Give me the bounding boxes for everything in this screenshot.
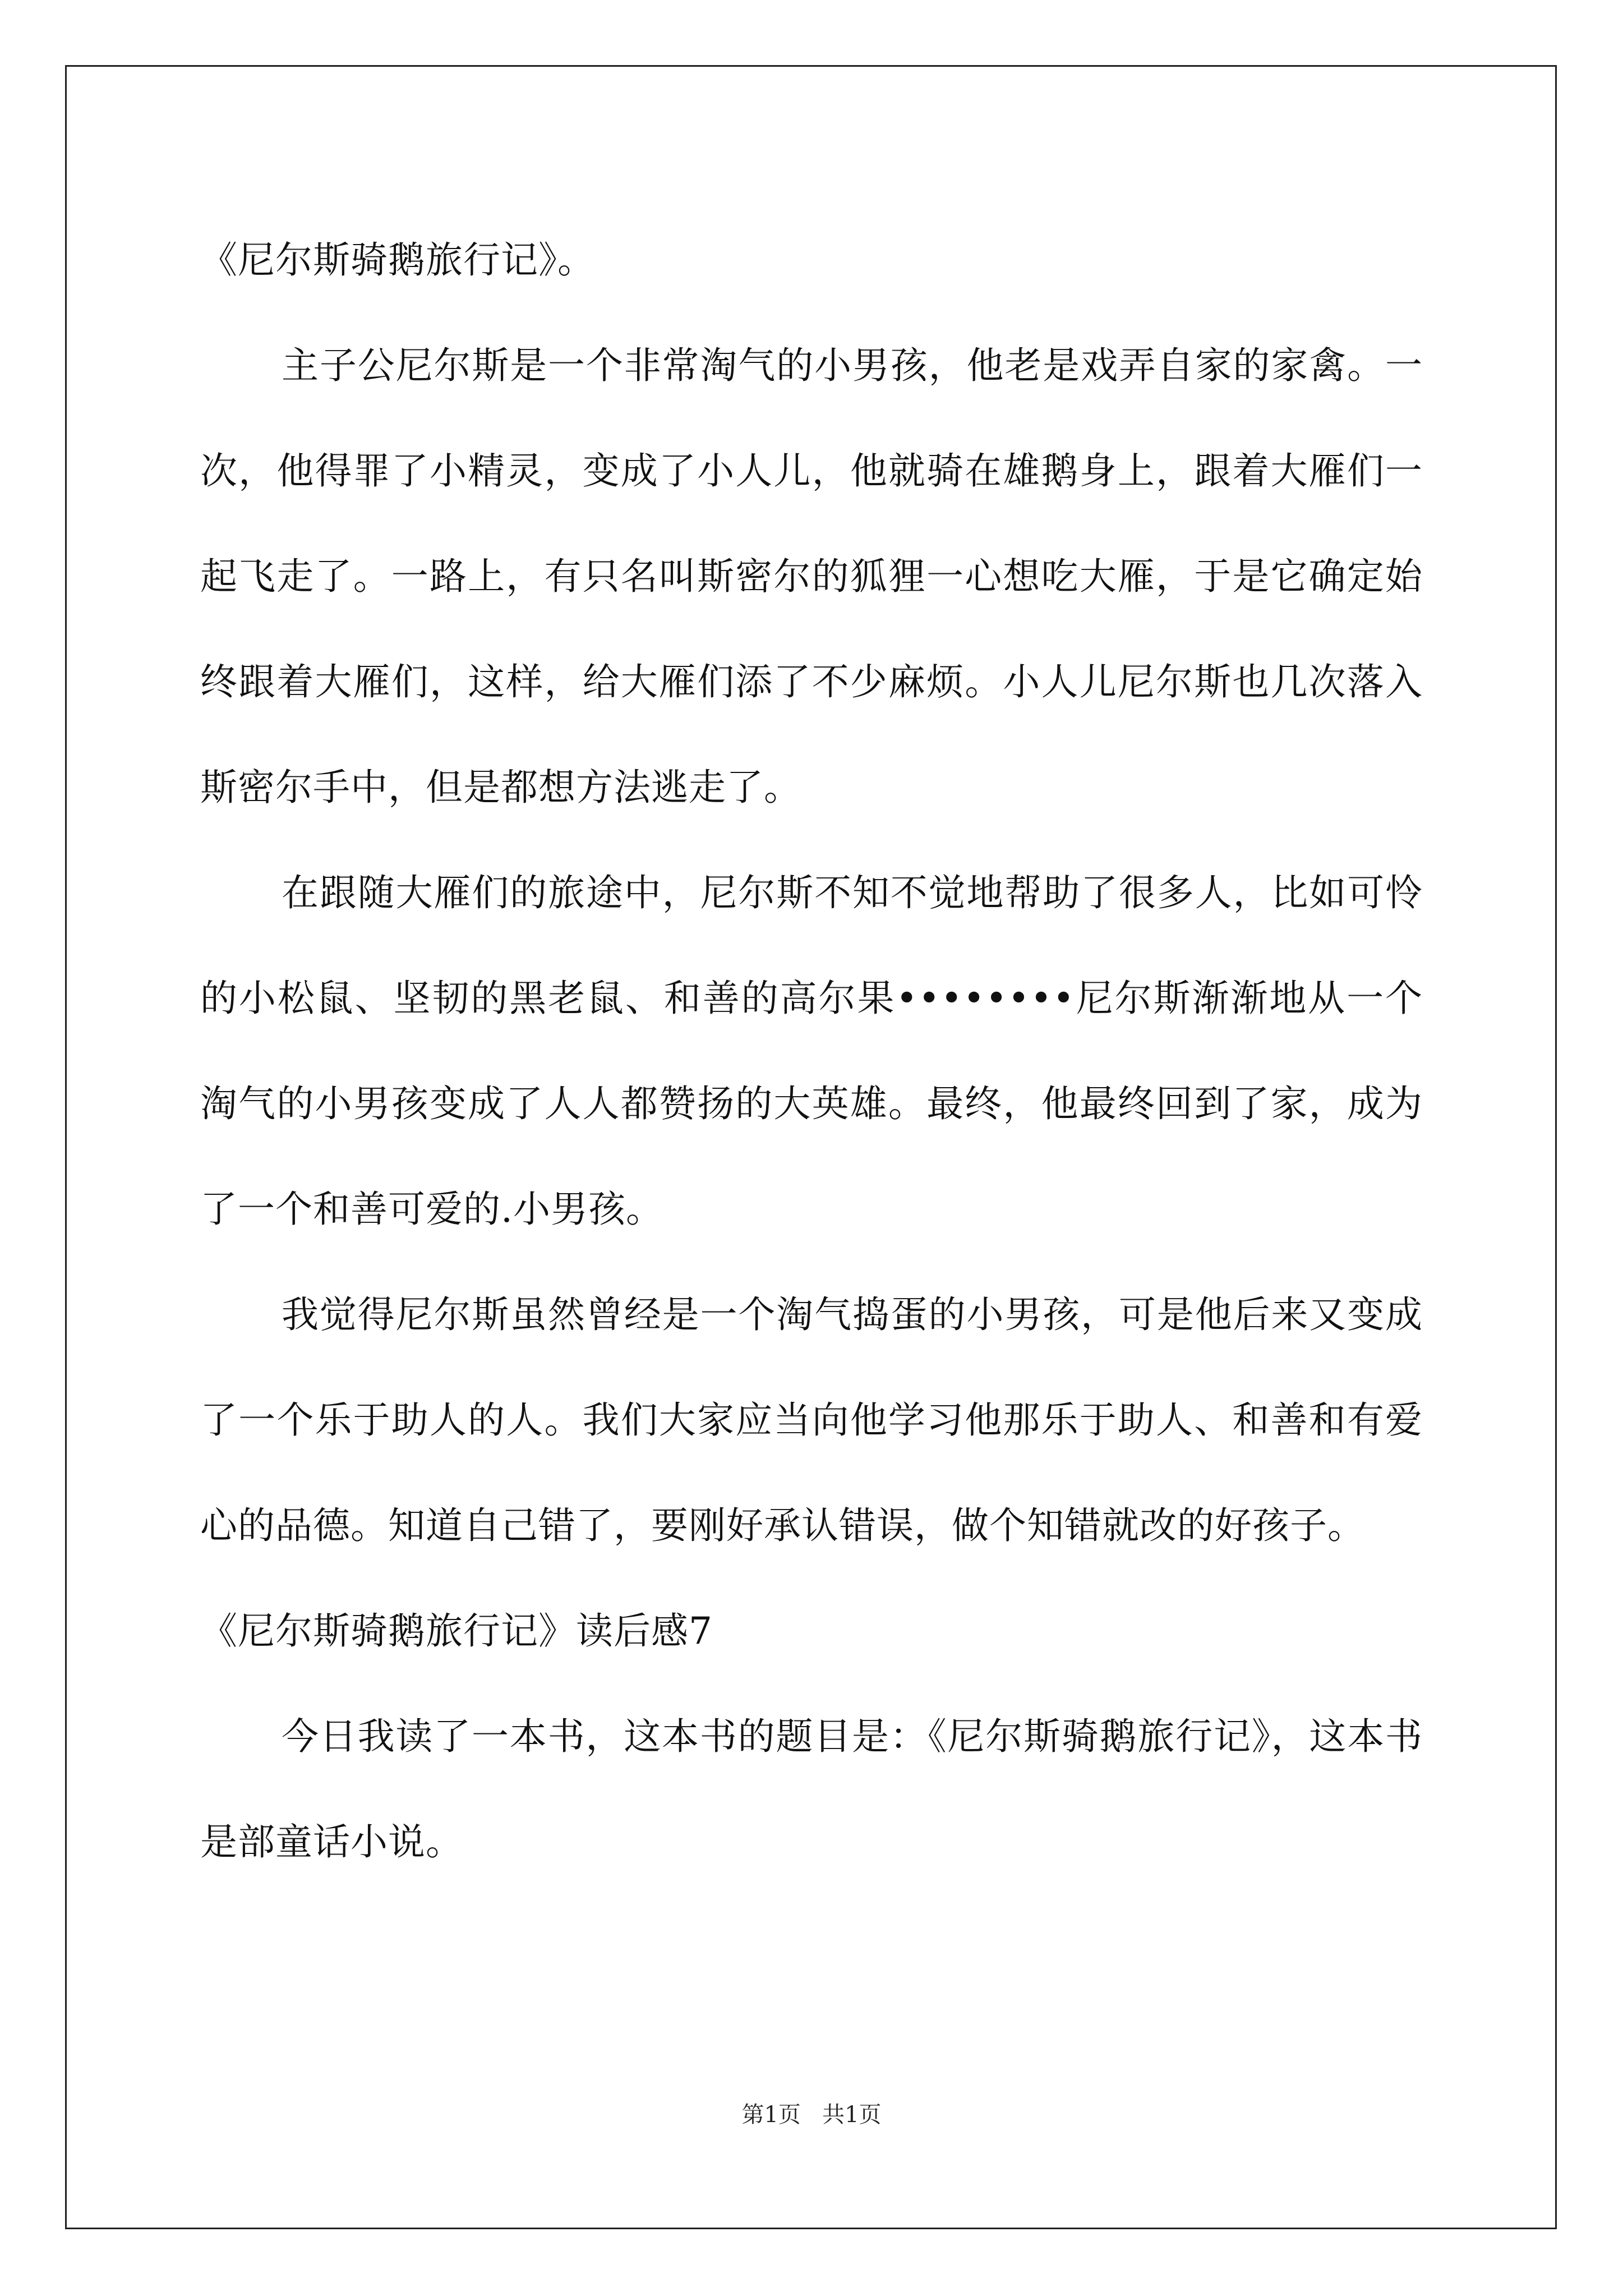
paragraph: 我觉得尼尔斯虽然曾经是一个淘气捣蛋的小男孩，可是他后来又变成了一个乐于助人的人。我们大家应当向他学习他那乐于助人、和善和有爱心的品德。知道自己错了，要刚好承认错误，做个知错就改的好孩子。 (200, 1293, 1423, 1547)
paragraph: 《尼尔斯骑鹅旅行记》。 (200, 238, 595, 282)
paragraph: 在跟随大雁们的旅途中，尼尔斯不知不觉地帮助了很多人，比如可怜的小松鼠、坚韧的黑老鼠、和善的高尔果••••••••尼尔斯渐渐地从一个淘气的小男孩变成了人人都赞扬的大英雄。最终，他最终回到了家，成为了一个和善可爱的.小男孩。 (200, 871, 1423, 1231)
paragraph: 今日我读了一本书，这本书的题目是：《尼尔斯骑鹅旅行记》，这本书是部童话小说。 (200, 1715, 1423, 1864)
section-heading: 《尼尔斯骑鹅旅行记》读后感7 (200, 1609, 713, 1653)
page-total: 共1页 (822, 2102, 882, 2128)
page-number: 第1页 (741, 2102, 801, 2128)
paragraph: 主子公尼尔斯是一个非常淘气的小男孩，他老是戏弄自家的家禽。一次，他得罪了小精灵，变成了小人儿，他就骑在雄鹅身上，跟着大雁们一起飞走了。一路上，有只名叫斯密尔的狐狸一心想吃大雁，于是它确定始终跟着大雁们，这样，给大雁们添了不少麻烦。小人儿尼尔斯也几次落入斯密尔手中，但是都想方法逃走了。 (200, 344, 1423, 809)
page-footer (0, 2101, 1623, 2129)
document-body (200, 208, 1423, 1895)
